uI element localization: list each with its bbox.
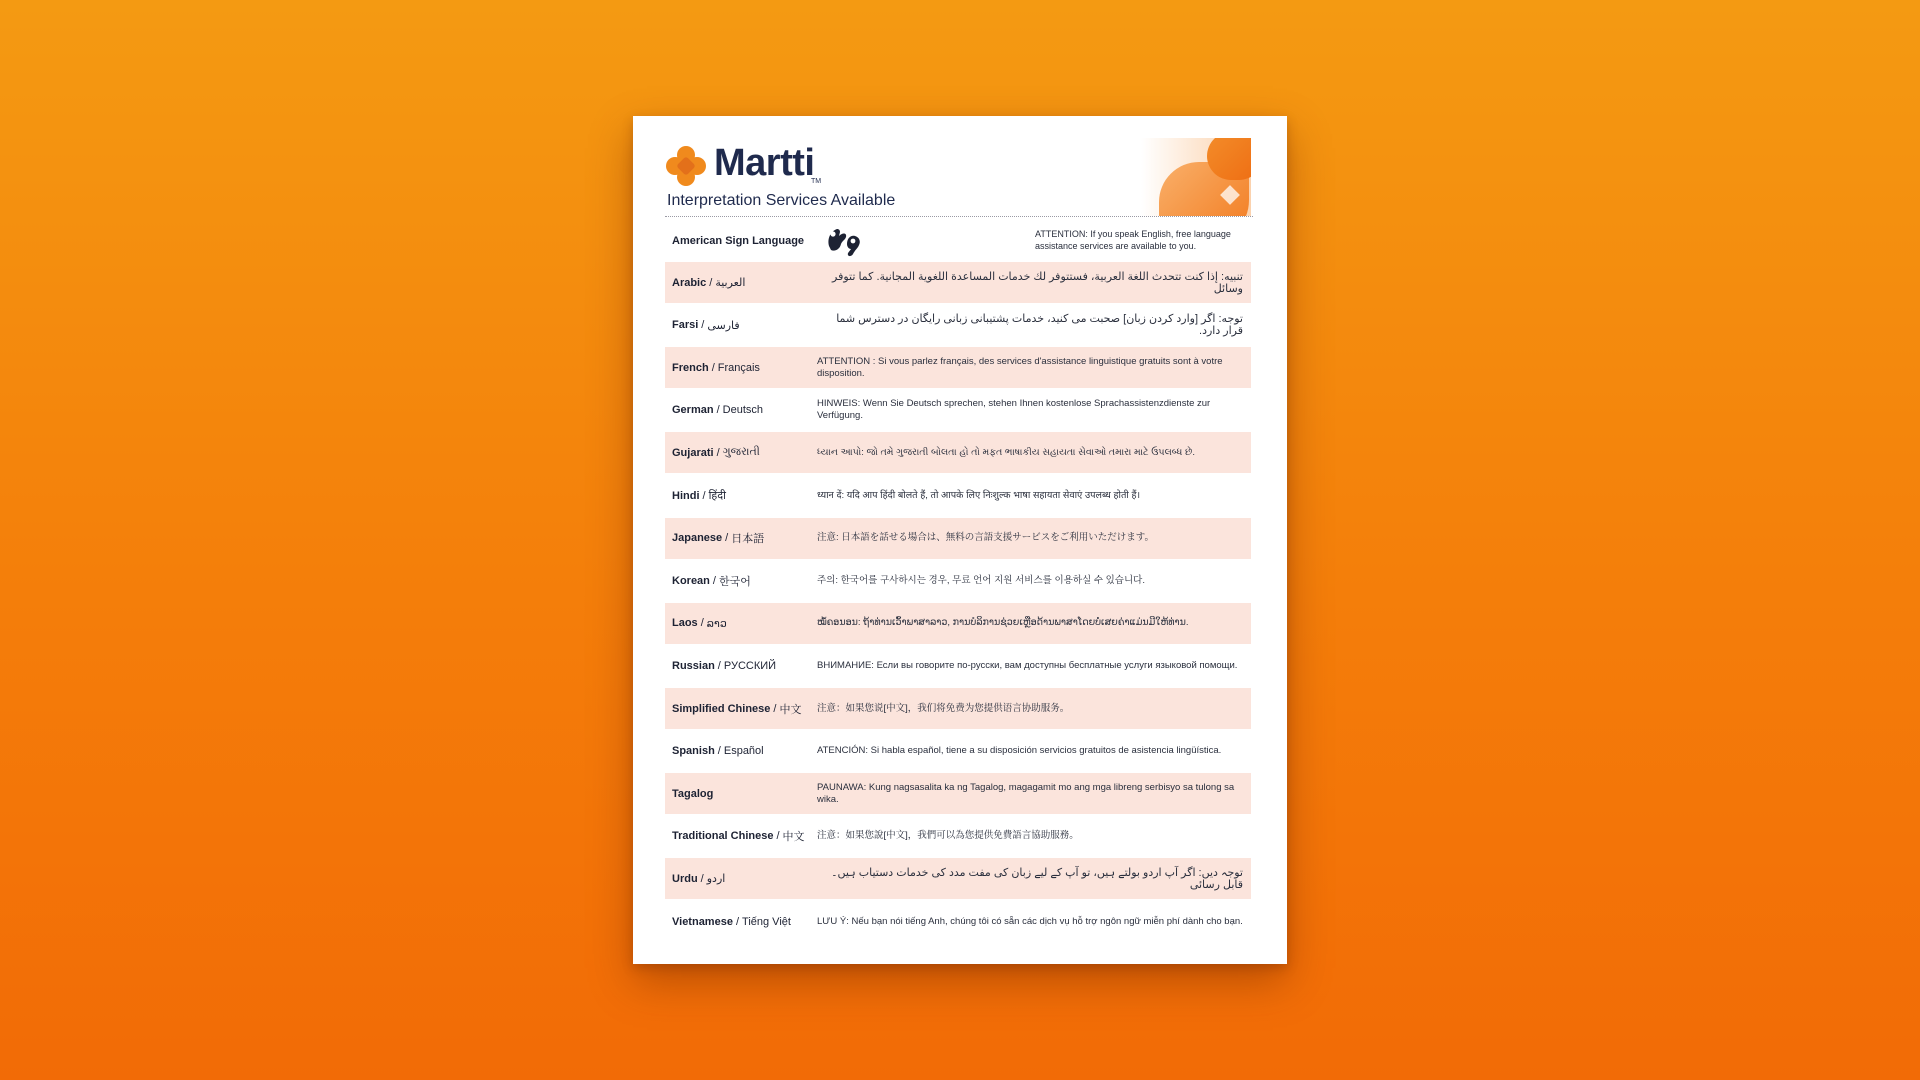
language-name [672,773,713,814]
language-name [672,688,801,729]
separator: / [717,659,721,672]
header-divider [665,216,1253,217]
language-row [665,560,1251,601]
language-label: Spanish [672,745,715,758]
native-language-name: 한국어 [718,575,751,588]
language-name [672,731,764,772]
native-language-name: العربية [715,277,746,289]
language-label: Tagalog [672,787,714,800]
assistance-notice: ધ્યાન આપો: જો તમે ગુજરાતી બોલતા હો તો મફત ભાષાકીય સહાયતા સેવાઓ તમારા માટે ઉપલબ્ધ છે. [817,446,1195,458]
native-language-name: हिंदी [708,490,726,502]
separator: / [702,489,706,502]
separator: / [735,915,740,928]
language-row [665,262,1251,303]
page-title: Interpretation Services Available [667,192,896,209]
language-name [672,432,760,473]
separator: / [716,446,720,459]
assistance-notice: توجه: اگر [وارد کردن زبان] صحبت می کنید، خدمات پشتیبانی زبانی رایگان در دسترس شما قرار دارد. [836,313,1243,338]
language-row [665,773,1251,814]
language-label: Laos [672,617,698,630]
separator: / [773,702,777,715]
native-language-name: Tiếng Việt [742,915,791,928]
language-row [665,603,1251,644]
separator: / [700,617,704,630]
language-name [672,347,760,388]
language-name [672,816,805,857]
language-label: Japanese [672,532,723,545]
language-label: Vietnamese [672,915,733,928]
assistance-notice: توجہ دیں: اگر آپ اردو بولتے ہیں، تو آپ کے لیے زبان کی مفت مدد کی خدمات دستیاب ہیں۔ قابل رسائی [831,866,1243,891]
separator: / [716,404,720,417]
language-label: German [672,404,714,417]
native-language-name: РУССКИЙ [723,659,777,672]
assistance-notice: 注意：如果您說[中文]，我們可以為您提供免費語言協助服務。 [817,830,1079,842]
language-label: Farsi [672,319,699,332]
language-name [672,305,740,346]
native-language-name: 中文 [779,703,802,716]
asl-label: American Sign Language [672,235,805,247]
language-label: French [672,361,709,374]
language-row [665,390,1251,431]
separator: / [717,745,721,758]
assistance-notice: ATENCIÓN: Si habla español, tiene a su disposición servicios gratuitos de asistencia lingüística. [817,745,1222,757]
language-name [672,560,751,601]
language-name [672,858,725,899]
language-name [672,603,727,644]
native-language-name: ગુજરાતી [722,446,760,459]
martti-flower-icon [666,146,706,186]
assistance-notice: تنبيه: إذا كنت تتحدث اللغة العربية، فستتوفر لك خدمات المساعدة اللغوية المجانية. كما تتوفر وسائل [832,270,1243,295]
language-row [665,731,1251,772]
assistance-notice: ໝໍ້ຄອນອນ: ຖ້າທ່ານເວົ້າພາສາລາວ, ການບໍລິການຊ່ວຍເຫຼືອດ້ານພາສາໂດຍບໍ່ເສຍຄ່າແມ່ນມີໃຫ້ທ່ານ. [817,617,1189,629]
native-language-name: Français [717,361,760,374]
language-name [672,901,791,942]
native-language-name: ລາວ [706,617,727,630]
assistance-notice: HINWEIS: Wenn Sie Deutsch sprechen, stehen Ihnen kostenlose Sprachassistenzdienste zur Verfügung. [817,398,1211,422]
separator: / [776,830,780,843]
native-language-name: Español [723,745,764,758]
language-label: Arabic [672,276,707,289]
language-services-flyer [633,116,1287,964]
assistance-notice: 주의: 한국어를 구사하시는 경우, 무료 언어 지원 서비스를 이용하실 수 있습니다. [817,574,1145,586]
language-row [665,305,1251,346]
brand-name: Martti [714,142,815,184]
assistance-notice: ATTENTION : Si vous parlez français, des services d'assistance linguistique gratuits sont à votre disposition. [817,355,1223,379]
assistance-notice: PAUNAWA: Kung nagsasalita ka ng Tagalog, magagamit mo ang mga libreng serbisyo sa tulong sa wika. [817,781,1235,805]
language-row [665,432,1251,473]
language-row [665,858,1251,899]
language-row [665,901,1251,942]
language-name [672,262,745,303]
language-label: Hindi [672,489,700,502]
language-name [672,390,763,431]
native-language-name: 中文 [782,831,805,844]
language-label: Simplified Chinese [672,702,771,715]
language-row [665,688,1251,729]
separator: / [709,276,713,289]
assistance-notice: LƯU Ý: Nếu bạn nói tiếng Anh, chúng tôi có sẵn các dịch vụ hỗ trợ ngôn ngữ miễn phí dành cho bạn. [817,915,1243,927]
language-row [665,816,1251,857]
language-label: Russian [672,659,715,672]
separator: / [701,319,705,332]
separator: / [712,574,716,587]
asl-notice: ATTENTION: If you speak English, free language assistance services are available to you. [1035,229,1231,251]
language-row [665,645,1251,686]
native-language-name: 日本語 [731,533,765,546]
language-name [672,518,764,559]
separator: / [700,872,704,885]
assistance-notice: 注意：如果您说[中文]，我们将免费为您提供语言协助服务。 [817,702,1070,714]
language-label: Traditional Chinese [672,830,774,843]
sign-language-hands-icon [825,224,865,258]
trademark-mark: TM [811,178,822,185]
language-row [665,347,1251,388]
native-language-name: Deutsch [722,404,763,417]
separator: / [711,361,715,374]
native-language-name: اردو [706,873,726,886]
native-language-name: فارسی [707,319,740,332]
assistance-notice: 注意: 日本語を話せる場合は、無料の言語支援サービスをご利用いただけます。 [817,532,1155,544]
language-name [672,645,776,686]
language-label: Korean [672,574,710,587]
language-label: Gujarati [672,446,714,459]
language-row [665,518,1251,559]
assistance-notice: ध्यान दें: यदि आप हिंदी बोलते हैं, तो आपके लिए निःशुल्क भाषा सहायता सेवाएं उपलब्ध होती हैं। [817,489,1141,501]
language-row [665,475,1251,516]
language-label: Urdu [672,872,698,885]
separator: / [725,532,729,545]
assistance-notice: ВНИМАНИЕ: Если вы говорите по-русски, вам доступны бесплатные услуги языковой помощи. [817,659,1238,671]
asl-row [665,220,1253,262]
decorative-corner-graphic [1141,138,1251,216]
language-name [672,475,726,516]
